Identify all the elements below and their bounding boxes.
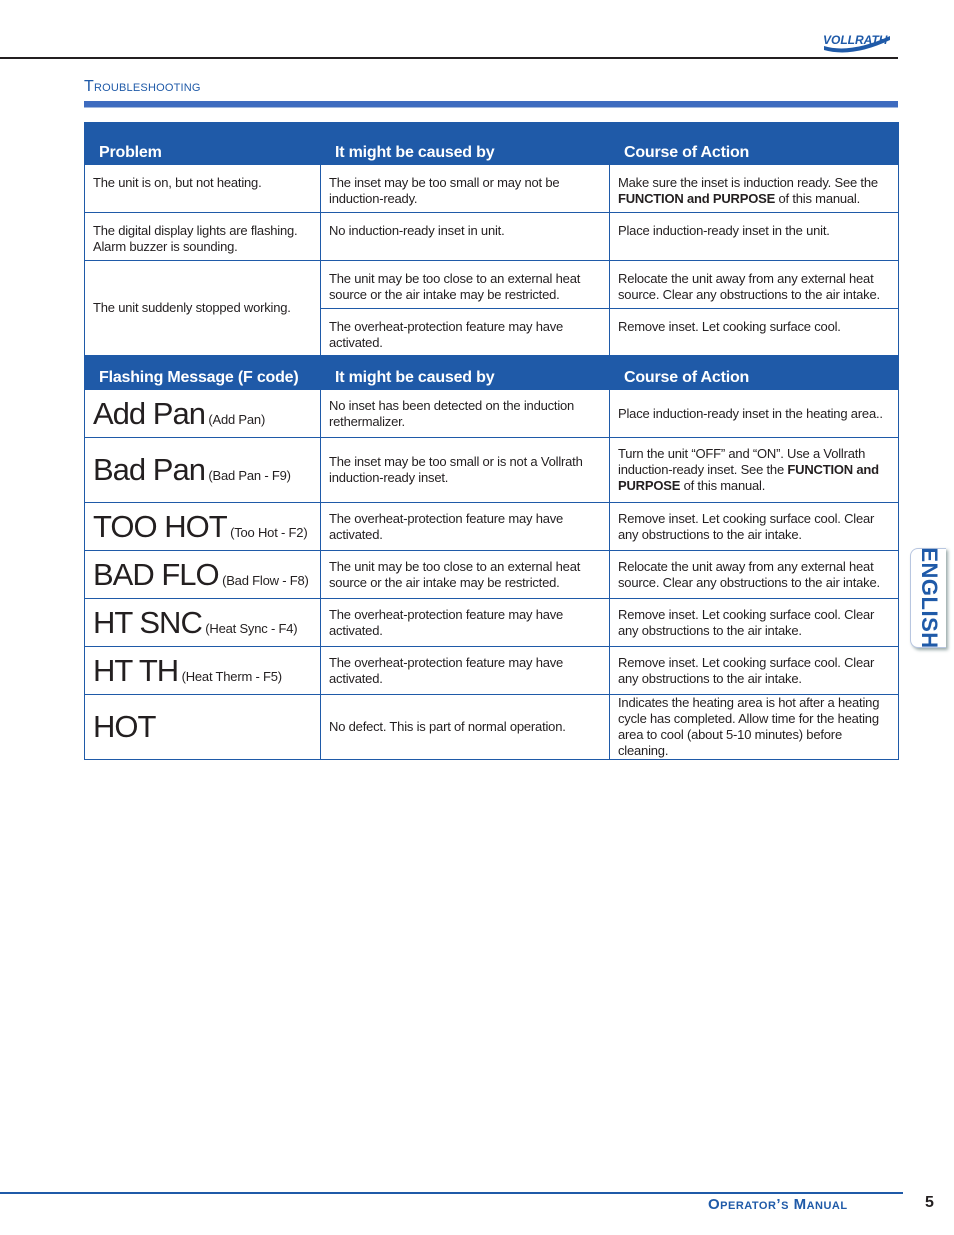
- header-cause: It might be caused by: [321, 123, 610, 165]
- vollrath-logo: [820, 24, 894, 54]
- problem-cell: The unit suddenly stopped working.: [85, 261, 321, 356]
- action-cell: Remove inset. Let cooking surface cool. Clear any obstructions to the air intake.: [610, 647, 899, 695]
- footer-rule: [0, 1192, 903, 1194]
- table-header-row: [85, 123, 899, 165]
- code-cell: HT TH (Heat Therm - F5): [85, 647, 321, 695]
- table-row: [85, 438, 899, 503]
- header-rule: [0, 57, 898, 59]
- code-cell: Add Pan (Add Pan): [85, 390, 321, 438]
- troubleshooting-table: [84, 122, 899, 760]
- action-cell: Make sure the inset is induction ready. See the FUNCTION and PURPOSE of this manual.: [610, 165, 899, 213]
- code-cell: HT SNC (Heat Sync - F4): [85, 599, 321, 647]
- action-cell: Remove inset. Let cooking surface cool. Clear any obstructions to the air intake.: [610, 503, 899, 551]
- cause-cell: The unit may be too close to an external heat source or the air intake may be restricted.: [321, 551, 610, 599]
- section-rule-shadow: [84, 107, 898, 108]
- header-action: Course of Action: [610, 123, 899, 165]
- code-cell: HOT: [85, 695, 321, 760]
- table-row: [85, 599, 899, 647]
- table-row: [85, 261, 899, 309]
- header-problem: Problem: [85, 123, 321, 165]
- header-cause: It might be caused by: [321, 356, 610, 390]
- code-cell: Bad Pan (Bad Pan - F9): [85, 438, 321, 503]
- cause-cell: No defect. This is part of normal operation.: [321, 695, 610, 760]
- table-header-row: [85, 356, 899, 390]
- page-number: 5: [925, 1194, 934, 1211]
- action-cell: Turn the unit “OFF” and “ON”. Use a Vollrath induction-ready inset. See the FUNCTION and PURPOSE of this manual.: [610, 438, 899, 503]
- action-cell: Remove inset. Let cooking surface cool. Clear any obstructions to the air intake.: [610, 599, 899, 647]
- header-flashing-message: Flashing Message (F code): [85, 356, 321, 390]
- cause-cell: The inset may be too small or may not be induction-ready.: [321, 165, 610, 213]
- cause-cell: The inset may be too small or is not a Vollrath induction-ready inset.: [321, 438, 610, 503]
- action-cell: Place induction-ready inset in the heating area..: [610, 390, 899, 438]
- table-row: [85, 213, 899, 261]
- code-cell: BAD FLO (Bad Flow - F8): [85, 551, 321, 599]
- problem-cell: The unit is on, but not heating.: [85, 165, 321, 213]
- cause-cell: The overheat-protection feature may have activated.: [321, 647, 610, 695]
- cause-cell: No induction-ready inset in unit.: [321, 213, 610, 261]
- header-action: Course of Action: [610, 356, 899, 390]
- code-cell: TOO HOT (Too Hot - F2): [85, 503, 321, 551]
- svg-text:VOLLRATH: VOLLRATH: [823, 33, 888, 47]
- action-cell: Place induction-ready inset in the unit.: [610, 213, 899, 261]
- table-row: [85, 551, 899, 599]
- table-row: [85, 165, 899, 213]
- cause-cell: The unit may be too close to an external heat source or the air intake may be restricted.: [321, 261, 610, 309]
- section-title: Troubleshooting: [84, 78, 201, 95]
- cause-cell: No inset has been detected on the induction rethermalizer.: [321, 390, 610, 438]
- action-cell: Relocate the unit away from any external heat source. Clear any obstructions to the air intake.: [610, 261, 899, 309]
- table-row: [85, 647, 899, 695]
- language-tab[interactable]: [910, 548, 946, 648]
- footer-title: Operator’s Manual: [708, 1196, 848, 1213]
- problem-cell: The digital display lights are flashing. Alarm buzzer is sounding.: [85, 213, 321, 261]
- table-row: [85, 390, 899, 438]
- cause-cell: The overheat-protection feature may have activated.: [321, 309, 610, 356]
- table-row: [85, 503, 899, 551]
- cause-cell: The overheat-protection feature may have activated.: [321, 503, 610, 551]
- action-cell: Remove inset. Let cooking surface cool.: [610, 309, 899, 356]
- action-cell: Indicates the heating area is hot after a heating cycle has completed. Allow time for the heating area to cool (about 5-10 minutes) before cleaning.: [610, 695, 899, 760]
- action-cell: Relocate the unit away from any external heat source. Clear any obstructions to the air intake.: [610, 551, 899, 599]
- table-row: [85, 695, 899, 760]
- cause-cell: The overheat-protection feature may have activated.: [321, 599, 610, 647]
- language-tab-label: ENGLISH: [916, 547, 942, 649]
